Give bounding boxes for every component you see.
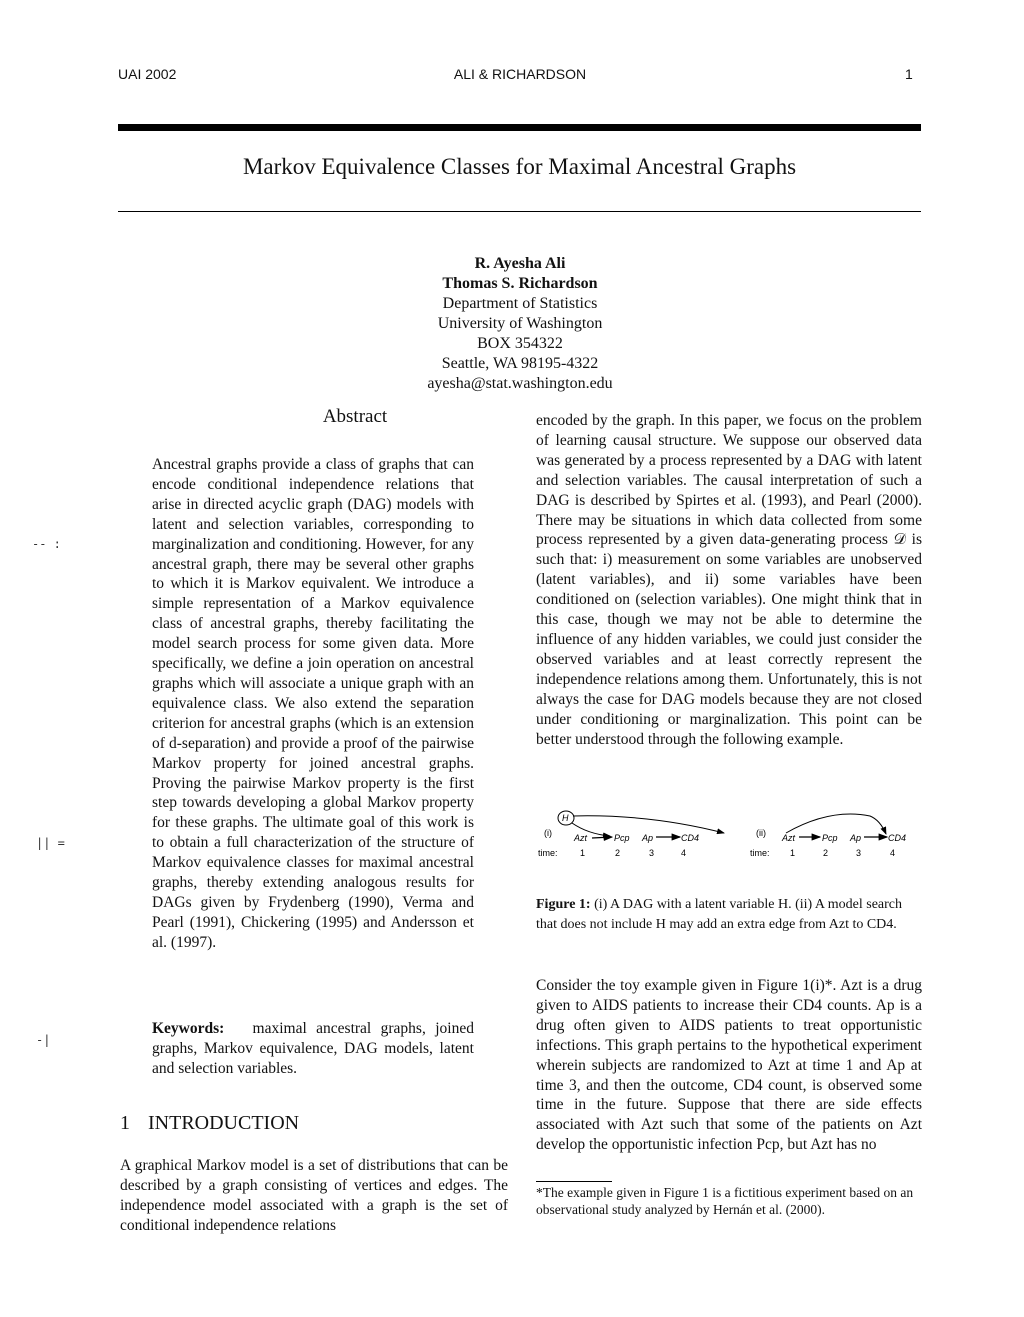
running-head-left: UAI 2002 bbox=[118, 66, 177, 82]
body-paragraph: encoded by the graph. In this paper, we focus on the problem of learning causal structure. We suppose our observed data was generated by a process represented by a DAG with latent and selection variables. The causal interpretation of such a DAG is described by Spirtes et al. (1993), and Pearl (2000). There may be situations in which data collected from some process represented by a given data-generating process 𝒟 is such that: i) measurement on some variables are unobserved (latent variables), and ii) some variables have been conditioned on (selection variables). One might think that in this case, though we may not be able to determine the influence of any hidden variables, we could just consider the observed variables and at least correctly represent the independence relations among them. Unfortunately, this is not always the case for DAG models because they are not closed under conditioning or marginalization. This point can be better understood through the following example. bbox=[536, 412, 922, 748]
time-tick: 3 bbox=[649, 848, 655, 858]
time-tick: 2 bbox=[823, 848, 829, 858]
edge-h-cd4 bbox=[573, 816, 724, 833]
caption-text: (i) A DAG with a latent variable H. (ii) A model search that does not include H may add an extra edge from Azt to CD4. bbox=[536, 897, 902, 932]
edge-azt-pcp bbox=[592, 837, 612, 838]
author-block bbox=[340, 254, 700, 394]
margin-mark: -- : bbox=[32, 537, 61, 551]
node-azt: Azt bbox=[782, 833, 796, 843]
panel-label: (ii) bbox=[756, 828, 766, 838]
affiliation-line: University of Washington bbox=[437, 315, 603, 332]
time-tick: 1 bbox=[790, 848, 796, 858]
edge-azt-cd4 bbox=[786, 814, 886, 834]
node-pcp: Pcp bbox=[614, 833, 630, 843]
footnote: *The example given in Figure 1 is a fictitious experiment based on an observational study analyzed by Hernán et al. (2000). bbox=[536, 1185, 914, 1217]
running-head-authors: ALI & RICHARDSON bbox=[453, 66, 587, 82]
figure-panel-ii bbox=[750, 814, 906, 858]
page-number: 1 bbox=[905, 66, 913, 82]
affiliation-line: Seattle, WA 98195-4322 bbox=[441, 355, 599, 372]
node-ap: Ap bbox=[850, 833, 862, 843]
intro-paragraph: A graphical Markov model is a set of distributions that can be described by a graph consisting of vertices and edges. The independence model associated with a graph is the set of conditional independence relations bbox=[120, 1157, 508, 1234]
top-rule bbox=[118, 124, 921, 131]
figure-panel-i bbox=[538, 811, 724, 858]
caption-label: Figure 1: bbox=[536, 897, 591, 912]
time-label: time: bbox=[538, 848, 558, 858]
time-tick: 3 bbox=[856, 848, 862, 858]
affiliation-line: Department of Statistics bbox=[442, 295, 598, 312]
time-tick: 1 bbox=[580, 848, 586, 858]
time-tick: 4 bbox=[890, 848, 896, 858]
node-azt: Azt bbox=[574, 833, 588, 843]
figure-caption bbox=[536, 895, 922, 934]
latent-node-label: H bbox=[562, 813, 569, 823]
abstract-heading: Abstract bbox=[322, 406, 388, 427]
time-label: time: bbox=[750, 848, 770, 858]
panel-label: (i) bbox=[544, 828, 552, 838]
node-pcp: Pcp bbox=[822, 833, 838, 843]
section-title: INTRODUCTION bbox=[148, 1112, 300, 1134]
keywords-list: maximal ancestral graphs, joined graphs, Markov equivalence, DAG models, latent and selection variables. bbox=[152, 1020, 474, 1077]
author-name: Thomas S. Richardson bbox=[442, 275, 598, 292]
author-name: R. Ayesha Ali bbox=[474, 255, 566, 272]
section-number: 1 bbox=[120, 1112, 130, 1134]
node-cd4: CD4 bbox=[888, 833, 907, 843]
margin-mark: || = bbox=[36, 836, 65, 850]
author-email: ayesha@stat.washington.edu bbox=[427, 375, 613, 392]
title-rule bbox=[118, 211, 921, 212]
node-cd4: CD4 bbox=[681, 833, 700, 843]
keywords bbox=[152, 1019, 474, 1079]
figure-1 bbox=[530, 806, 926, 880]
affiliation-line: BOX 354322 bbox=[477, 335, 563, 352]
time-tick: 4 bbox=[681, 848, 687, 858]
abstract-body: Ancestral graphs provide a class of graphs that can encode conditional independence relations that arise in directed acyclic graph (DAG) models with latent and selection variables, corresponding to marginalization and conditioning. However, for any ancestral graph, there may be several other graphs to which it is Markov equivalent. We introduce a simple representation of a Markov equivalence class of ancestral graphs, thereby facilitating the model search process for some given data. More specifically, we define a join operation on ancestral graphs which will associate a unique graph with an equivalence class. We also extend the separation criterion for ancestral graphs (which is an extension of d-separation) and provide a proof of the pairwise Markov property for joined ancestral graphs. Proving the pairwise Markov property is the first step towards developing a global Markov property for these graphs. The ultimate goal of this work is to obtain a full characterization of the structure of Markov equivalence classes for maximal ancestral graphs, thereby extending analogous results for DAGs given by Frydenberg (1990), Verma and Pearl (1991), Chickering (1995) and Andersson et al. (1997). bbox=[152, 456, 474, 951]
body-paragraph: Consider the toy example given in Figure 1(i)*. Azt is a drug given to AIDS patients to increase their CD4 counts. Ap is a drug often given to AIDS patients to treat opportunistic infections. This graph pertains to the hypothetical experiment wherein subjects are randomized to Azt at time 1 and Ap at time 3, and then the outcome, CD4 count, is observed some time in the future. Suppose that there are side effects associated with Azt such that some of the patients on Azt develop the opportunistic infection Pcp, but Azt has no bbox=[536, 977, 922, 1154]
time-tick: 2 bbox=[615, 848, 621, 858]
section-heading bbox=[120, 1112, 317, 1135]
node-ap: Ap bbox=[642, 833, 654, 843]
paper-title: Markov Equivalence Classes for Maximal Ancestral Graphs bbox=[242, 154, 797, 179]
margin-mark: -| bbox=[36, 1033, 51, 1047]
keywords-label: Keywords: bbox=[152, 1020, 225, 1037]
footnote-rule bbox=[536, 1181, 612, 1182]
